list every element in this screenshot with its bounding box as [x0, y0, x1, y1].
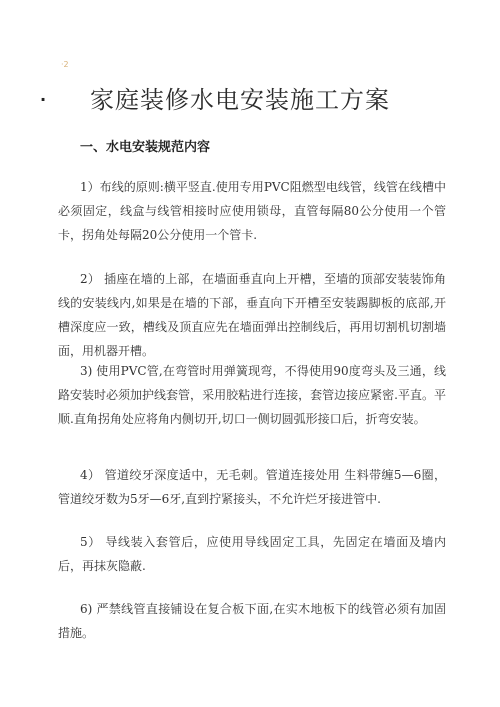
paragraph-4: 4） 管道绞牙深度适中，无毛刺。管道连接处用 生料带缠5—6圈，管道绞牙数为5牙—6牙,直到拧紧接头，不允许烂牙接进管中. [58, 468, 446, 506]
document-title: 家庭装修水电安装施工方案 [90, 86, 390, 114]
paragraph-3: 3) 使用PVC管,在弯管时用弹簧现弯，不得使用90度弯头及三通，线路安装时必须加护线套管，采用胶粘进行连接，套管边接应紧密.平直。平顺.直角拐角处应将角内侧切开,切口一侧切圆弧形接口后，折弯安装。 [58, 364, 446, 426]
paragraph-1: 1）布线的原则:横平竖直.使用专用PVC阻燃型电线管，线管在线槽中必须固定，线盒与线管相接时应使用锁母，直管每隔80公分使用一个管卡，拐角处每隔20公分使用一个管卡. [58, 180, 446, 242]
paragraph-2: 2） 插座在墙的上部，在墙面垂直向上开槽，至墙的顶部安装装饰角线的安装线内,如果是在墙的下部，垂直向下开槽至安装踢脚板的底部,开槽深度应一致，槽线及顶直应先在墙面弹出控制线后，再用切割机切割墙面，用机器开槽。 [58, 272, 446, 358]
paragraph-5: 5） 导线装入套管后，应使用导线固定工具，先固定在墙面及墙内后，再抹灰隐蔽. [58, 535, 446, 573]
page-marker: ·2 [61, 60, 69, 69]
title-bullet: · [40, 90, 47, 109]
section-heading: 一、水电安装规范内容 [80, 140, 211, 155]
paragraph-6: 6) 严禁线管直接铺设在复合板下面,在实木地板下的线管必须有加固措施。 [58, 602, 446, 640]
